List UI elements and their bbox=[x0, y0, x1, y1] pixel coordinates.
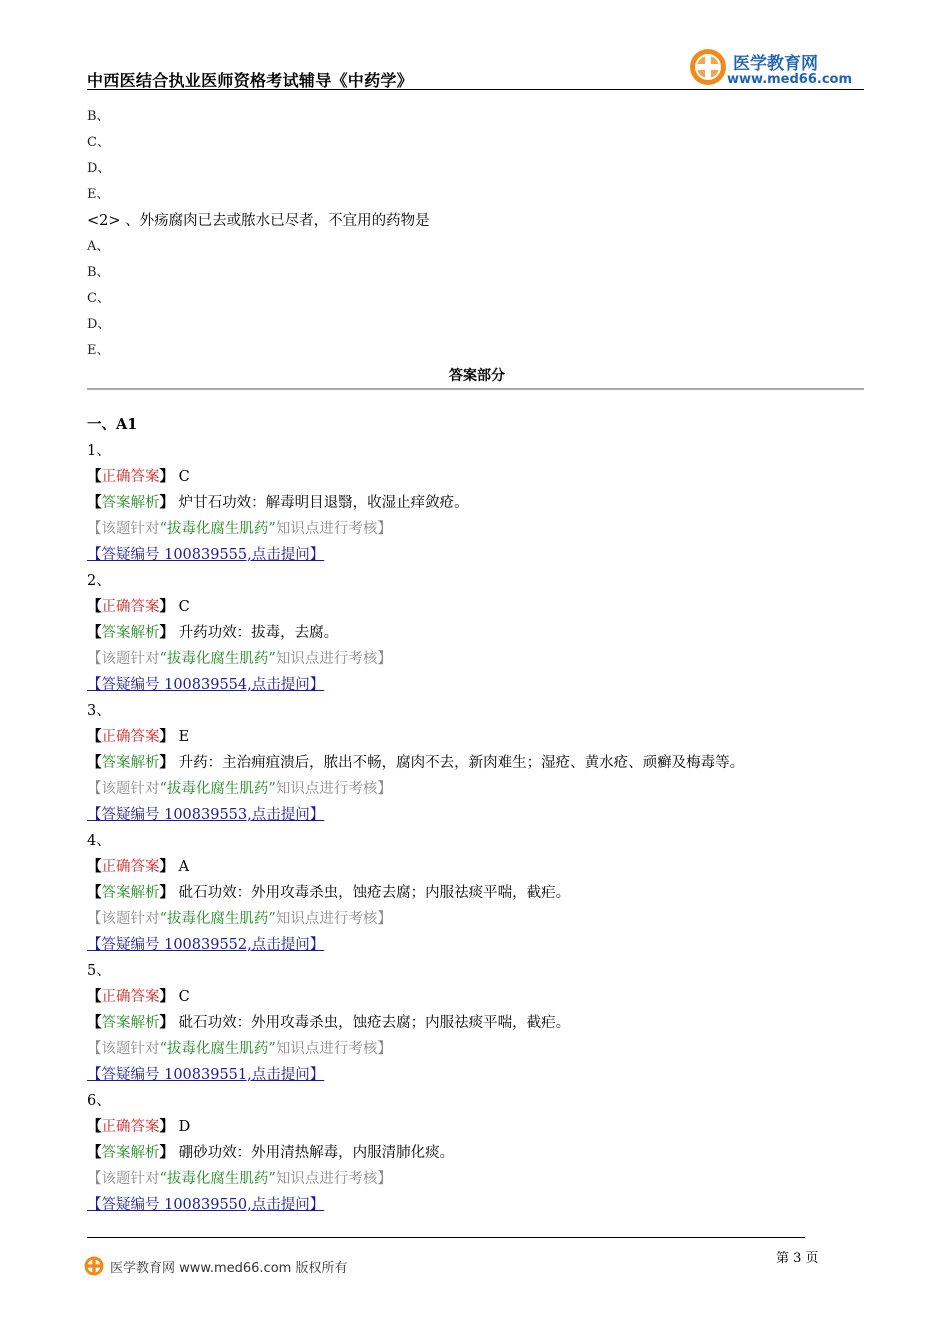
kp-prefix: 【该题针对 bbox=[87, 781, 160, 797]
logo-text: 医学教育网 bbox=[733, 54, 818, 74]
bracket-close: 】 bbox=[159, 884, 174, 901]
bracket-close: 】 bbox=[159, 858, 174, 875]
analysis-text: 砒石功效：外用攻毒杀虫，蚀疮去腐；内服祛痰平喘，截疟。 bbox=[178, 1015, 571, 1031]
section-label: 一、A1 bbox=[87, 416, 138, 433]
bracket-close: 】 bbox=[159, 598, 174, 615]
correct-answer-value: C bbox=[178, 469, 190, 485]
answer-number: 4、 bbox=[87, 833, 111, 849]
bracket-close: 】 bbox=[159, 728, 174, 745]
question-link-line bbox=[87, 932, 867, 958]
kp-suffix: 知识点进行考核】 bbox=[275, 521, 392, 537]
bracket-close: 】 bbox=[159, 754, 174, 771]
bracket-open: 【 bbox=[87, 1144, 102, 1161]
correct-answer-label: 正确答案 bbox=[101, 729, 160, 745]
correct-answer-value: D bbox=[178, 1119, 191, 1135]
correct-answer-line bbox=[87, 984, 867, 1010]
correct-answer-line bbox=[87, 464, 867, 490]
answer-number: 5、 bbox=[87, 963, 111, 979]
knowledge-point-line bbox=[87, 906, 867, 932]
question-link-line bbox=[87, 802, 867, 828]
bracket-close: 】 bbox=[159, 468, 174, 485]
correct-answer-label: 正确答案 bbox=[101, 599, 160, 615]
option-line: B、 bbox=[87, 109, 110, 124]
correct-answer-value: C bbox=[178, 599, 190, 615]
analysis-text: 升药功效：拔毒，去腐。 bbox=[178, 625, 339, 641]
correct-answer-value: C bbox=[178, 989, 190, 1005]
correct-answer-line bbox=[87, 1114, 867, 1140]
bracket-close: 】 bbox=[159, 1118, 174, 1135]
option-line: E、 bbox=[87, 343, 110, 358]
correct-answer-label: 正确答案 bbox=[101, 859, 160, 875]
analysis-text: 升药：主治痈疽溃后，脓出不畅，腐肉不去，新肉难生；湿疮、黄水疮、顽癣及梅毒等。 bbox=[178, 755, 745, 771]
correct-answer-line bbox=[87, 724, 867, 750]
kp-prefix: 【该题针对 bbox=[87, 1041, 160, 1057]
knowledge-point-line bbox=[87, 776, 867, 802]
bracket-open: 【 bbox=[87, 1014, 102, 1031]
bracket-close: 】 bbox=[159, 988, 174, 1005]
section-divider bbox=[87, 388, 864, 390]
question-link-line bbox=[87, 542, 867, 568]
kp-suffix: 知识点进行考核】 bbox=[275, 781, 392, 797]
answers-section-title: 答案部分 bbox=[449, 368, 505, 384]
analysis-label: 答案解析 bbox=[101, 1145, 160, 1161]
option-line: C、 bbox=[87, 135, 110, 150]
analysis-label: 答案解析 bbox=[101, 625, 160, 641]
header-title: 中西医结合执业医师资格考试辅导《中药学》 bbox=[87, 71, 414, 90]
ask-question-link[interactable]: 【答疑编号 100839555,点击提问】 bbox=[87, 547, 325, 563]
bracket-open: 【 bbox=[87, 988, 102, 1005]
kp-topic: “拔毒化腐生肌药” bbox=[159, 1041, 276, 1057]
ask-question-link[interactable]: 【答疑编号 100839552,点击提问】 bbox=[87, 937, 325, 953]
ask-question-link[interactable]: 【答疑编号 100839551,点击提问】 bbox=[87, 1067, 325, 1083]
bracket-open: 【 bbox=[87, 494, 102, 511]
option-line: D、 bbox=[87, 317, 111, 332]
bracket-close: 】 bbox=[159, 494, 174, 511]
ask-question-link[interactable]: 【答疑编号 100839553,点击提问】 bbox=[87, 807, 325, 823]
answer-block bbox=[87, 568, 867, 698]
option-line: A、 bbox=[87, 239, 110, 254]
answer-block bbox=[87, 958, 867, 1088]
kp-topic: “拔毒化腐生肌药” bbox=[159, 651, 276, 667]
page-header bbox=[87, 40, 864, 92]
knowledge-point-line bbox=[87, 646, 867, 672]
question-text: <2> 、外疡腐肉已去或脓水已尽者，不宜用的药物是 bbox=[87, 213, 430, 229]
question-link-line bbox=[87, 1062, 867, 1088]
answer-block bbox=[87, 828, 867, 958]
site-logo bbox=[689, 44, 864, 90]
bracket-open: 【 bbox=[87, 754, 102, 771]
answers-list bbox=[87, 438, 867, 1218]
correct-answer-line bbox=[87, 854, 867, 880]
ask-question-link[interactable]: 【答疑编号 100839554,点击提问】 bbox=[87, 677, 325, 693]
correct-answer-label: 正确答案 bbox=[101, 469, 160, 485]
analysis-line bbox=[87, 620, 867, 646]
logo-cross-icon bbox=[689, 48, 727, 86]
logo-url: www.med66.com bbox=[727, 72, 853, 87]
analysis-line bbox=[87, 750, 867, 776]
kp-prefix: 【该题针对 bbox=[87, 521, 160, 537]
analysis-label: 答案解析 bbox=[101, 885, 160, 901]
kp-suffix: 知识点进行考核】 bbox=[275, 1171, 392, 1187]
kp-suffix: 知识点进行考核】 bbox=[275, 911, 392, 927]
bracket-open: 【 bbox=[87, 728, 102, 745]
correct-answer-value: E bbox=[178, 729, 190, 745]
knowledge-point-line bbox=[87, 1036, 867, 1062]
correct-answer-value: A bbox=[178, 859, 190, 875]
bracket-open: 【 bbox=[87, 624, 102, 641]
header-divider bbox=[87, 89, 864, 90]
bracket-close: 】 bbox=[159, 1144, 174, 1161]
answer-number: 2、 bbox=[87, 573, 111, 589]
kp-suffix: 知识点进行考核】 bbox=[275, 1041, 392, 1057]
answer-number: 1、 bbox=[87, 443, 111, 459]
answer-block bbox=[87, 438, 867, 568]
page-number: 第 3 页 bbox=[776, 1251, 819, 1266]
analysis-line bbox=[87, 880, 867, 906]
bracket-open: 【 bbox=[87, 598, 102, 615]
bracket-close: 】 bbox=[159, 624, 174, 641]
answer-block bbox=[87, 1088, 867, 1218]
footer-cross-icon bbox=[84, 1256, 104, 1276]
analysis-label: 答案解析 bbox=[101, 1015, 160, 1031]
option-line: D、 bbox=[87, 161, 111, 176]
kp-topic: “拔毒化腐生肌药” bbox=[159, 911, 276, 927]
analysis-line bbox=[87, 1010, 867, 1036]
ask-question-link[interactable]: 【答疑编号 100839550,点击提问】 bbox=[87, 1197, 325, 1213]
kp-topic: “拔毒化腐生肌药” bbox=[159, 781, 276, 797]
bracket-open: 【 bbox=[87, 1118, 102, 1135]
analysis-label: 答案解析 bbox=[101, 755, 160, 771]
knowledge-point-line bbox=[87, 1166, 867, 1192]
option-line: C、 bbox=[87, 291, 110, 306]
analysis-line bbox=[87, 490, 867, 516]
kp-suffix: 知识点进行考核】 bbox=[275, 651, 392, 667]
correct-answer-line bbox=[87, 594, 867, 620]
bracket-open: 【 bbox=[87, 884, 102, 901]
question-link-line bbox=[87, 672, 867, 698]
option-line: B、 bbox=[87, 265, 110, 280]
answer-number: 3、 bbox=[87, 703, 111, 719]
knowledge-point-line bbox=[87, 516, 867, 542]
answer-block bbox=[87, 698, 867, 828]
analysis-label: 答案解析 bbox=[101, 495, 160, 511]
bracket-close: 】 bbox=[159, 1014, 174, 1031]
analysis-text: 砒石功效：外用攻毒杀虫，蚀疮去腐；内服祛痰平喘，截疟。 bbox=[178, 885, 571, 901]
kp-topic: “拔毒化腐生肌药” bbox=[159, 1171, 276, 1187]
analysis-text: 硼砂功效：外用清热解毒，内服清肺化痰。 bbox=[178, 1145, 455, 1161]
correct-answer-label: 正确答案 bbox=[101, 1119, 160, 1135]
correct-answer-label: 正确答案 bbox=[101, 989, 160, 1005]
kp-prefix: 【该题针对 bbox=[87, 1171, 160, 1187]
bracket-open: 【 bbox=[87, 858, 102, 875]
footer-divider bbox=[87, 1237, 805, 1238]
footer-copyright: 医学教育网 www.med66.com 版权所有 bbox=[110, 1261, 348, 1276]
option-line: E、 bbox=[87, 187, 110, 202]
kp-prefix: 【该题针对 bbox=[87, 651, 160, 667]
analysis-line bbox=[87, 1140, 867, 1166]
answer-number: 6、 bbox=[87, 1093, 111, 1109]
kp-topic: “拔毒化腐生肌药” bbox=[159, 521, 276, 537]
analysis-text: 炉甘石功效：解毒明目退翳，收湿止痒敛疮。 bbox=[178, 495, 469, 511]
question-link-line bbox=[87, 1192, 867, 1218]
kp-prefix: 【该题针对 bbox=[87, 911, 160, 927]
bracket-open: 【 bbox=[87, 468, 102, 485]
document-body bbox=[87, 104, 867, 1218]
